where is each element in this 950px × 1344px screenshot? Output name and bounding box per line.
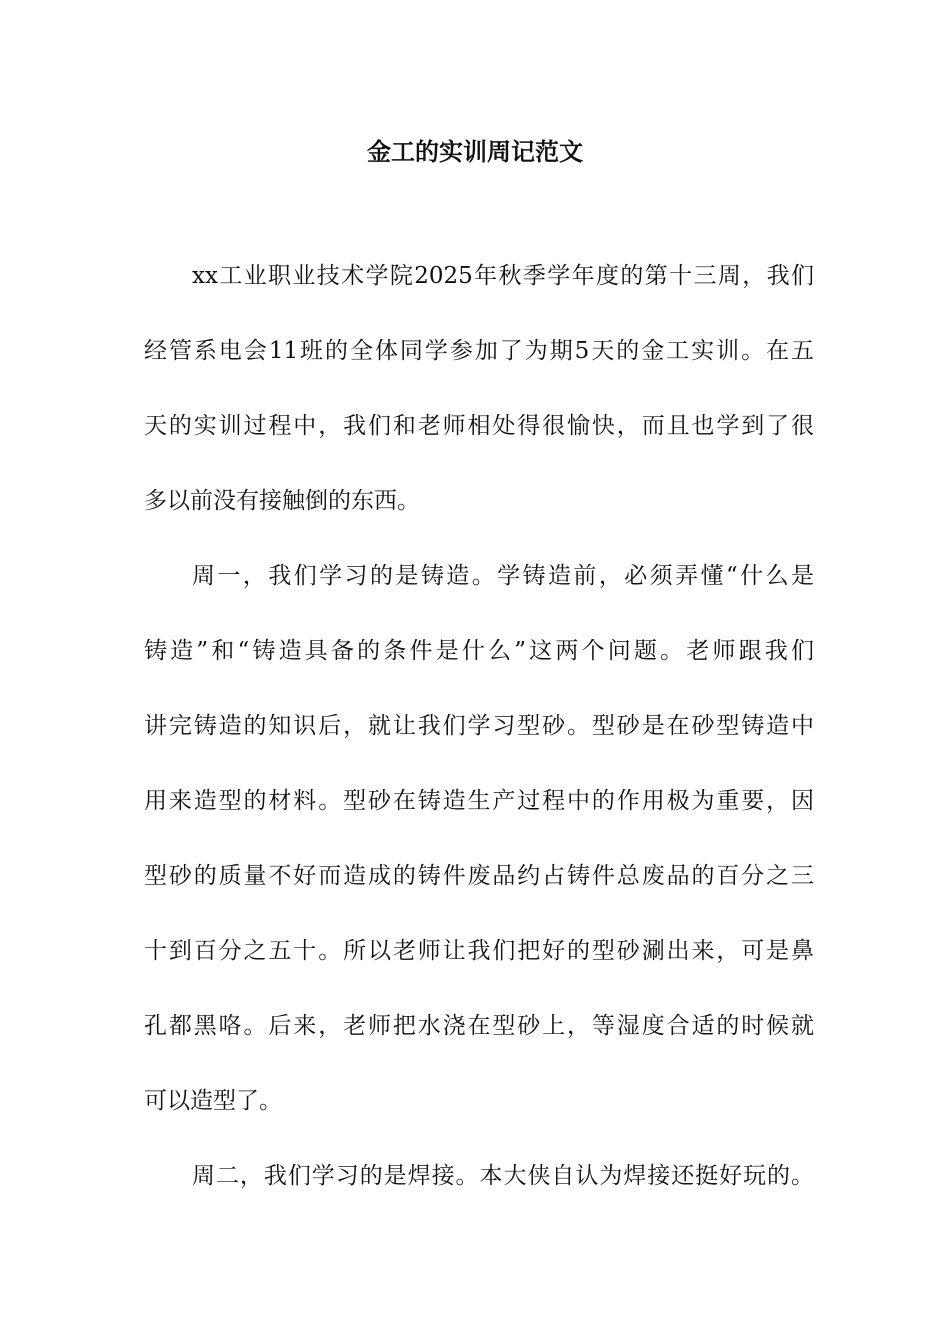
paragraph-line: 讲完铸造的知识后，就让我们学习型砂。型砂是在砂型铸造中 bbox=[144, 713, 814, 739]
paragraph-line: 可以造型了。 bbox=[144, 1088, 282, 1114]
paragraph-line: 用来造型的材料。型砂在铸造生产过程中的作用极为重要，因 bbox=[144, 788, 814, 814]
paragraph-line: 周二，我们学习的是焊接。本大侠自认为焊接还挺好玩的。 bbox=[192, 1163, 814, 1189]
paragraph-line: 经管系电会11班的全体同学参加了为期5天的金工实训。在五 bbox=[144, 338, 814, 364]
document-title: 金工的实训周记范文 bbox=[367, 137, 583, 166]
paragraph-line: xx工业职业技术学院2025年秋季学年度的第十三周，我们 bbox=[192, 263, 814, 289]
paragraph-line: 型砂的质量不好而造成的铸件废品约占铸件总废品的百分之三 bbox=[144, 863, 814, 889]
paragraph-line: 周一，我们学习的是铸造。学铸造前，必须弄懂“什么是 bbox=[192, 563, 814, 589]
paragraph-line: 十到百分之五十。所以老师让我们把好的型砂涮出来，可是鼻 bbox=[144, 938, 814, 964]
paragraph-line: 多以前没有接触倒的东西。 bbox=[144, 488, 420, 514]
paragraph-line: 铸造”和“铸造具备的条件是什么”这两个问题。老师跟我们 bbox=[144, 638, 814, 664]
paragraph-line: 天的实训过程中，我们和老师相处得很愉快，而且也学到了很 bbox=[144, 413, 814, 439]
paragraph-line: 孔都黑咯。后来，老师把水浇在型砂上，等湿度合适的时候就 bbox=[144, 1013, 814, 1039]
